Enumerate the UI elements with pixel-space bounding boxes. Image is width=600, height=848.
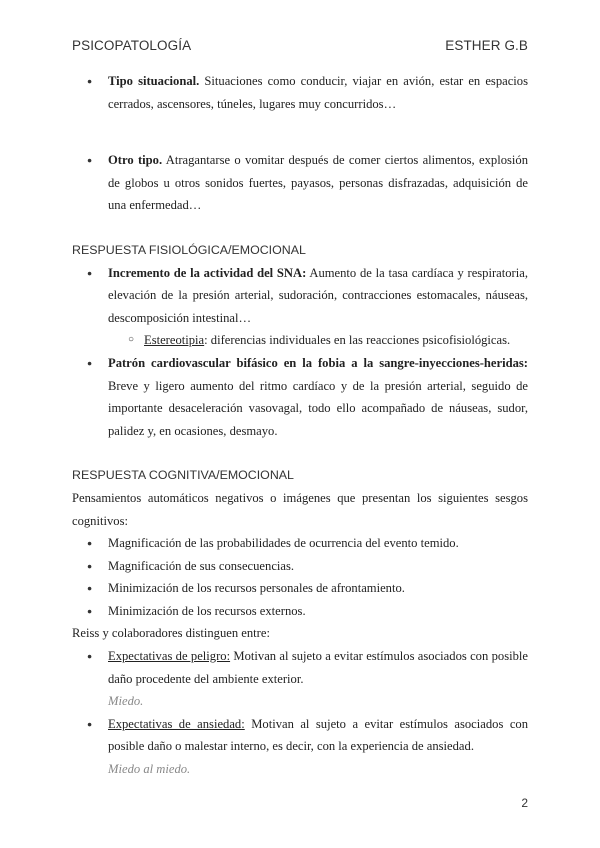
term-estereotipia: Estereotipia <box>144 333 205 348</box>
item-text: Motivan al sujeto a evitar estímulos asociados con posible daño procedente del ambiente exterior. <box>108 649 528 686</box>
list-item-otro-tipo <box>72 149 528 217</box>
list-item-patron-bifasico <box>72 352 528 442</box>
page-content <box>72 70 528 781</box>
item-text: Aumento de la tasa cardíaca y respiratoria, elevación de la presión arterial, sudoración, contracciones estomacales, náuseas, descomposición intestinal… <box>108 265 528 325</box>
note-miedo-al-miedo: Miedo al miedo. <box>108 762 191 777</box>
header-author: ESTHER G.B <box>445 38 528 53</box>
cognitiva-intro: Pensamientos automáticos negativos o imágenes que presentan los siguientes sesgos cognitivos: <box>72 490 528 528</box>
list-item-expectativas-peligro <box>72 645 528 713</box>
page-header <box>72 38 528 58</box>
list-item-sesgo: ● Magnificación de las probabilidades de ocurrencia del evento temido. <box>72 532 528 555</box>
list-item-sesgo: ● Magnificación de sus consecuencias. <box>72 555 528 578</box>
section-heading-cognitiva: RESPUESTA COGNITIVA/EMOCIONAL <box>72 468 294 483</box>
item-title: Tipo situacional. <box>108 74 200 88</box>
list-item-tipo-situacional <box>72 70 528 115</box>
list-item-expectativas-ansiedad <box>72 713 528 781</box>
list-item-sesgo: ● Minimización de los recursos personales de afrontamiento. <box>72 577 528 600</box>
note-miedo: Miedo. <box>108 694 144 709</box>
reiss-intro: Reiss y colaboradores distinguen entre: <box>72 626 270 641</box>
list-item-sesgo: ● Minimización de los recursos externos. <box>72 600 528 623</box>
page-number: 2 <box>521 796 528 810</box>
term-ansiedad: Expectativas de ansiedad: <box>108 716 245 731</box>
item-title: Otro tipo. <box>108 153 163 168</box>
header-subject: PSICOPATOLOGÍA <box>72 38 192 53</box>
item-text: Motivan al sujeto a evitar estímulos asociados con posible daño o malestar interno, es decir, con la experiencia de ansiedad. <box>108 716 528 754</box>
sub-item-estereotipia <box>72 329 528 352</box>
item-text: Breve y ligero aumento del ritmo cardíaco y de la presión arterial, seguido de importante desaceleración vasovagal, todo ello acompañado de náuseas, sudor, palidez y, en ocasiones, desmayo. <box>108 378 528 438</box>
item-text: Situaciones como conducir, viajar en avión, estar en espacios cerrados, ascensores, túneles, lugares muy concurridos… <box>108 74 528 111</box>
item-text: : diferencias individuales en las reacciones psicofisiológicas. <box>204 333 511 348</box>
term-peligro: Expectativas de peligro: <box>108 649 231 664</box>
item-text: Atragantarse o vomitar después de comer ciertos alimentos, explosión de globos u otros sonidos fuertes, payasos, personas disfrazadas, adquisición de una enfermedad… <box>108 153 528 213</box>
section-heading-fisiologica: RESPUESTA FISIOLÓGICA/EMOCIONAL <box>72 242 306 257</box>
list-item-sna <box>72 262 528 330</box>
item-title: Incremento de la actividad del SNA: <box>108 265 307 280</box>
item-title: Patrón cardiovascular bifásico en la fobia a la sangre-inyecciones-heridas: <box>108 355 528 370</box>
